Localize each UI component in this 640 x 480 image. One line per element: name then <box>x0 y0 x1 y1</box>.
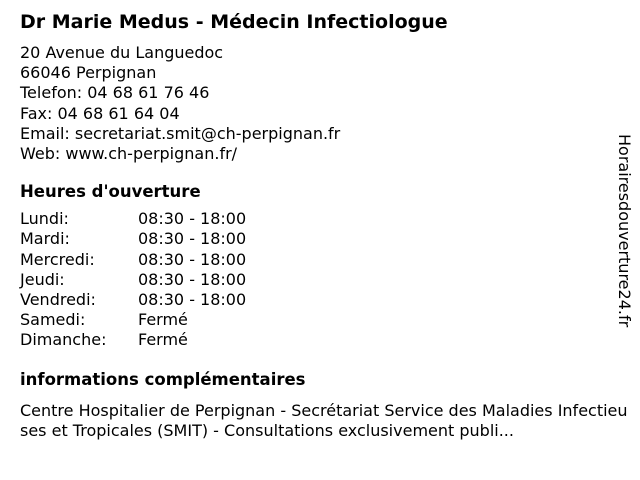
phone-number: Telefon: 04 68 61 76 46 <box>20 83 210 103</box>
hours-row <box>20 290 620 310</box>
hours-row <box>20 250 620 270</box>
hours-row <box>20 330 620 350</box>
street-address: 20 Avenue du Languedoc <box>20 43 224 62</box>
time-value: 08:30 - 18:00 <box>138 209 247 229</box>
info-heading: informations complémentaires <box>20 369 306 389</box>
day-label: Jeudi: <box>20 269 65 289</box>
hours-table <box>20 209 620 350</box>
contact-block <box>20 43 620 164</box>
hours-row <box>20 229 620 249</box>
time-value: Fermé <box>138 310 188 330</box>
time-value: 08:30 - 18:00 <box>138 229 247 249</box>
site-watermark: Horairesdouverture24.fr <box>615 134 634 328</box>
info-text: Centre Hospitalier de Perpignan - Secrétariat Service des Maladies Infectieuses et Tropicales (SMIT) - Consultations exclusivement publi... <box>20 400 628 441</box>
hours-heading: Heures d'ouverture <box>20 182 201 202</box>
email-address: Email: secretariat.smit@ch-perpignan.fr <box>20 123 341 143</box>
time-value: 08:30 - 18:00 <box>138 290 247 310</box>
day-label: Vendredi: <box>20 290 96 310</box>
day-label: Lundi: <box>20 209 69 229</box>
day-label: Samedi: <box>20 310 86 330</box>
page-title: Dr Marie Medus - Médecin Infectiologue <box>20 11 448 33</box>
day-label: Dimanche: <box>20 330 107 350</box>
hours-row <box>20 310 620 330</box>
city-address: 66046 Perpignan <box>20 63 157 83</box>
website: Web: www.ch-perpignan.fr/ <box>20 144 238 164</box>
day-label: Mardi: <box>20 229 70 249</box>
day-label: Mercredi: <box>20 249 95 269</box>
hours-row <box>20 270 620 290</box>
time-value: 08:30 - 18:00 <box>138 249 247 269</box>
fax-number: Fax: 04 68 61 64 04 <box>20 103 180 123</box>
hours-row <box>20 209 620 229</box>
time-value: 08:30 - 18:00 <box>138 269 247 289</box>
time-value: Fermé <box>138 330 188 350</box>
